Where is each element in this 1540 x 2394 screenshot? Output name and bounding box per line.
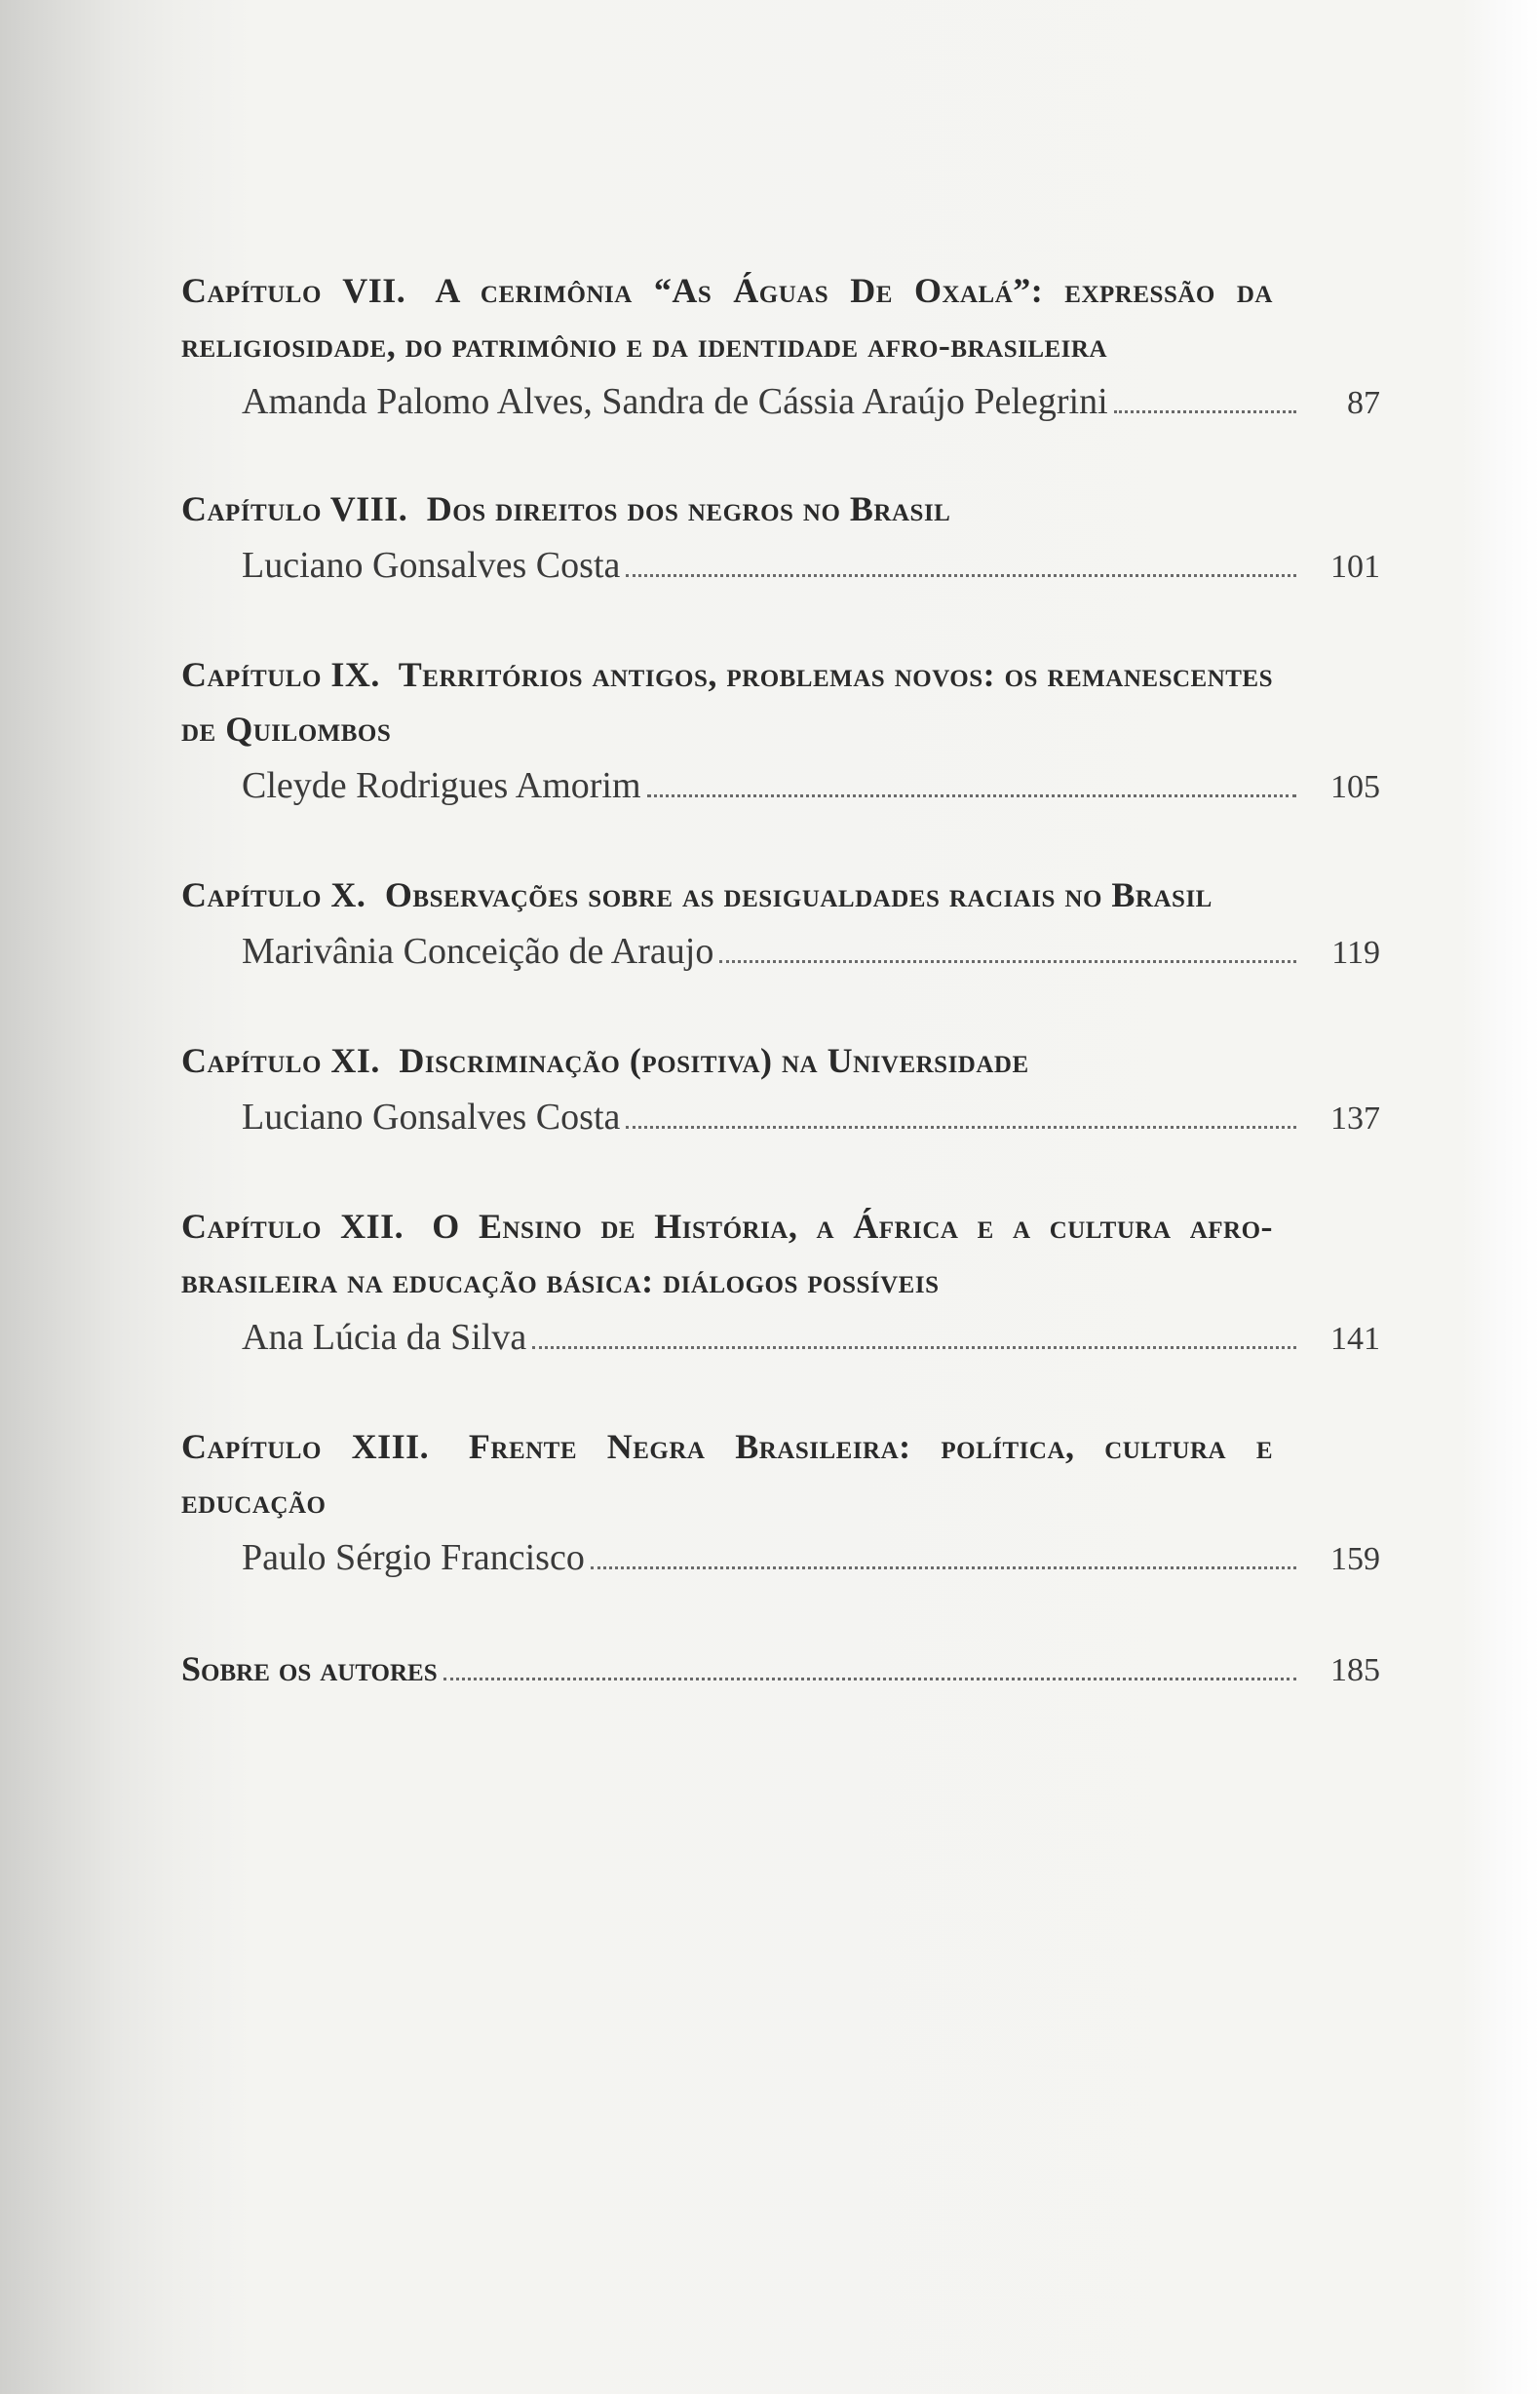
chapter-label: Capítulo XII. — [181, 1207, 404, 1246]
page-number: 105 — [1330, 769, 1380, 805]
chapter-title: Frente Negra Brasileira: política, cultura e educação — [181, 1427, 1273, 1521]
author-line — [242, 1528, 1380, 1589]
chapter-heading — [181, 1033, 1273, 1088]
dot-leader — [1114, 410, 1296, 413]
author-line — [242, 536, 1380, 597]
chapter-author: Marivânia Conceição de Araujo — [242, 931, 714, 972]
page-number: 137 — [1330, 1100, 1380, 1137]
chapter-author: Luciano Gonsalves Costa — [242, 1097, 621, 1138]
chapter-heading — [181, 482, 1273, 536]
about-authors-label: Sobre os autores — [181, 1649, 438, 1688]
chapter-title: Dos direitos dos negros no Brasil — [426, 489, 951, 528]
chapter-heading — [181, 647, 1273, 756]
chapter-label: Capítulo XIII. — [181, 1427, 430, 1466]
chapter-author: Paulo Sérgio Francisco — [242, 1537, 585, 1578]
toc-entry-chapter-8 — [181, 482, 1380, 597]
toc-entry-chapter-11 — [181, 1033, 1380, 1148]
chapter-title: Discriminação (positiva) na Universidade — [399, 1041, 1029, 1080]
chapter-title: A cerimônia “As Águas De Oxalá”: expressão da religiosidade, do patrimônio e da identidade afro-brasileira — [181, 271, 1273, 365]
page-number: 159 — [1330, 1541, 1380, 1577]
dot-leader — [626, 1126, 1296, 1129]
author-line — [242, 372, 1380, 433]
author-line — [242, 922, 1380, 983]
chapter-label: Capítulo IX. — [181, 655, 380, 694]
chapter-title: Observações sobre as desigualdades raciais no Brasil — [384, 875, 1213, 914]
about-authors-line — [181, 1640, 1380, 1700]
chapter-heading — [181, 1199, 1273, 1308]
author-line — [242, 756, 1380, 817]
chapter-title: Territórios antigos, problemas novos: os remanescentes de Quilombos — [181, 655, 1274, 749]
author-line — [242, 1088, 1380, 1148]
dot-leader — [591, 1566, 1296, 1569]
page-number: 185 — [1330, 1652, 1380, 1688]
chapter-label: Capítulo XI. — [181, 1041, 380, 1080]
chapter-author: Amanda Palomo Alves, Sandra de Cássia Araújo Pelegrini — [242, 381, 1108, 422]
page-number: 87 — [1347, 385, 1380, 421]
dot-leader — [626, 574, 1296, 577]
page-number: 101 — [1330, 549, 1380, 585]
chapter-label: Capítulo X. — [181, 875, 366, 914]
table-of-contents — [181, 263, 1380, 1700]
page-number: 141 — [1330, 1321, 1380, 1357]
dot-leader — [647, 794, 1296, 797]
toc-entry-chapter-7 — [181, 263, 1380, 433]
chapter-label: Capítulo VIII. — [181, 489, 408, 528]
toc-entry-chapter-9 — [181, 647, 1380, 817]
chapter-title: O Ensino de História, a África e a cultura afro-brasileira na educação básica: diálogos possíveis — [181, 1207, 1274, 1300]
dot-leader — [443, 1678, 1296, 1680]
toc-entry-chapter-13 — [181, 1419, 1380, 1589]
page-number: 119 — [1331, 935, 1380, 971]
chapter-author: Luciano Gonsalves Costa — [242, 545, 621, 586]
chapter-author: Ana Lúcia da Silva — [242, 1317, 527, 1358]
chapter-heading — [181, 263, 1273, 372]
chapter-heading — [181, 1419, 1273, 1528]
toc-entry-chapter-10 — [181, 868, 1380, 983]
dot-leader — [532, 1346, 1296, 1349]
chapter-heading — [181, 868, 1273, 922]
toc-entry-chapter-12 — [181, 1199, 1380, 1369]
dot-leader — [719, 960, 1296, 963]
chapter-label: Capítulo VII. — [181, 271, 406, 310]
chapter-author: Cleyde Rodrigues Amorim — [242, 765, 641, 806]
author-line — [242, 1308, 1380, 1369]
toc-entry-about-authors — [181, 1640, 1380, 1700]
